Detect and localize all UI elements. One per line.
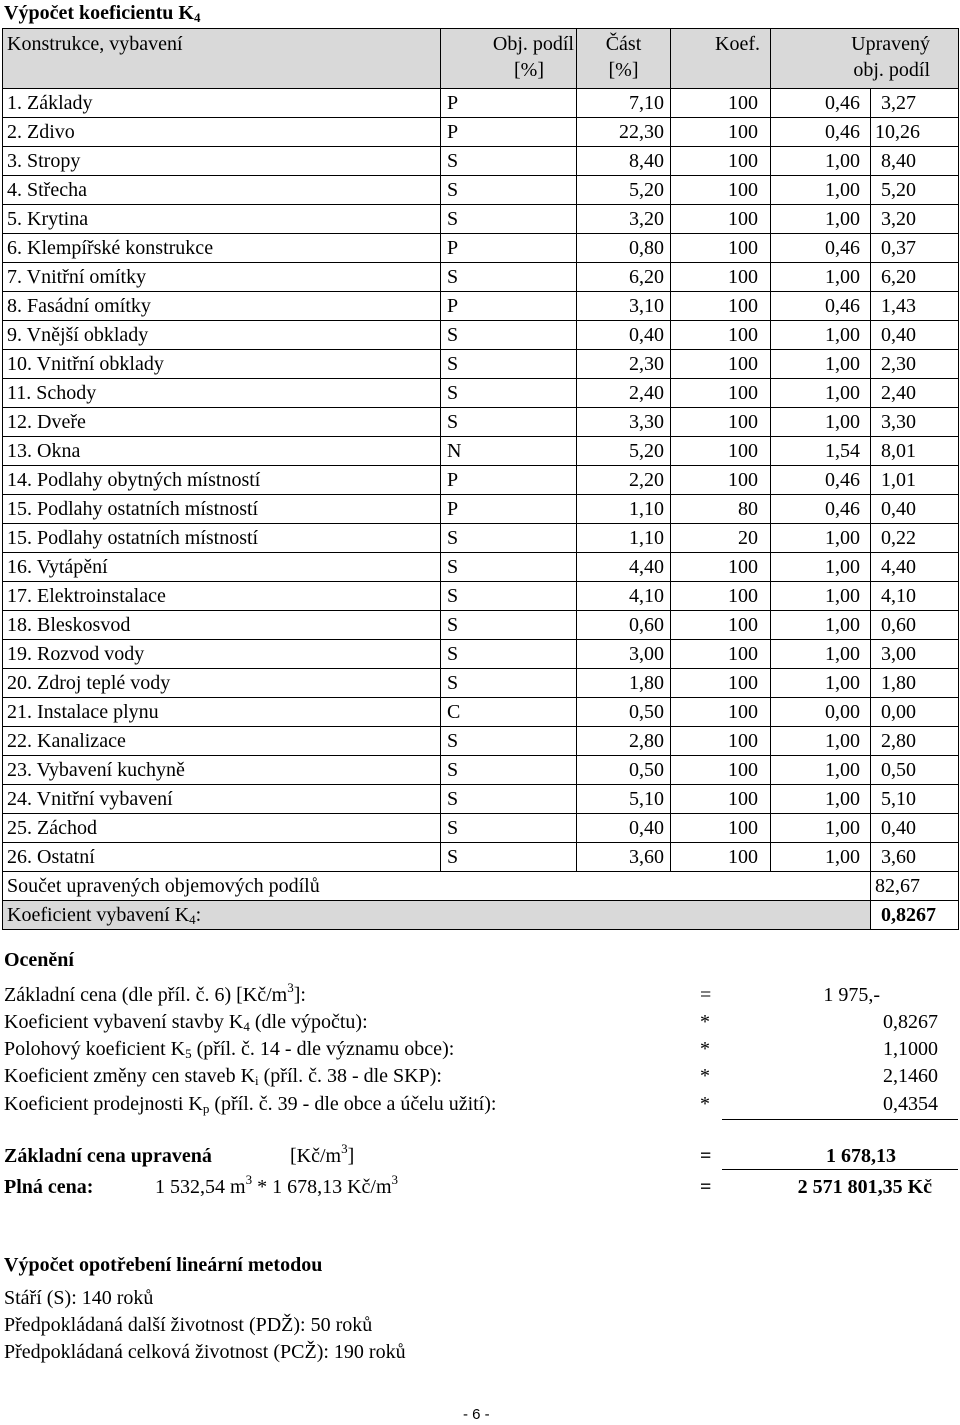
row-name: 16. Vytápění (3, 553, 441, 582)
ki-value: 2,1460 (883, 1065, 938, 1087)
row-adjusted: 4,40 (871, 553, 959, 582)
row-share: 3,20 (577, 205, 671, 234)
row-part: 100 (671, 321, 771, 350)
table-row (3, 814, 959, 843)
header-adjusted: Upravený obj. podíl (771, 29, 959, 89)
row-type: S (441, 379, 577, 408)
row-share: 1,80 (577, 669, 671, 698)
row-part: 100 (671, 408, 771, 437)
row-share: 0,80 (577, 234, 671, 263)
row-coef: 0,46 (771, 466, 871, 495)
row-name: 25. Záchod (3, 814, 441, 843)
row-share: 22,30 (577, 118, 671, 147)
full-price-label: Plná cena: (4, 1176, 94, 1198)
row-adjusted: 0,22 (871, 524, 959, 553)
ki-label: Koeficient změny cen staveb $K_i$ (příl. č. 38 - dle SKP): (4, 1065, 442, 1088)
kp-underline (722, 1119, 958, 1120)
row-name: 22. Kanalizace (3, 727, 441, 756)
row-coef: 1,00 (771, 350, 871, 379)
base-price-label: Základní cena (dle příl. č. 6) $[Kč/m^3]$: (4, 980, 306, 1006)
row-name: 18. Bleskosvod (3, 611, 441, 640)
row-name: 5. Krytina (3, 205, 441, 234)
row-name: 2. Zdivo (3, 118, 441, 147)
table-row (3, 843, 959, 872)
row-part: 100 (671, 350, 771, 379)
row-type: S (441, 147, 577, 176)
table-row (3, 553, 959, 582)
row-coef: 0,00 (771, 698, 871, 727)
row-share: 1,10 (577, 524, 671, 553)
row-name: 17. Elektroinstalace (3, 582, 441, 611)
row-name: 24. Vnitřní vybavení (3, 785, 441, 814)
row-type: S (441, 669, 577, 698)
row-share: 0,50 (577, 698, 671, 727)
row-type: S (441, 611, 577, 640)
row-coef: 1,00 (771, 669, 871, 698)
row-type: P (441, 89, 577, 118)
row-coef: 1,00 (771, 524, 871, 553)
row-type: S (441, 843, 577, 872)
row-part: 100 (671, 176, 771, 205)
row-coef: 0,46 (771, 495, 871, 524)
row-part: 100 (671, 727, 771, 756)
row-type: S (441, 524, 577, 553)
table-row (3, 582, 959, 611)
table-row (3, 495, 959, 524)
row-coef: 1,00 (771, 176, 871, 205)
row-name: 11. Schody (3, 379, 441, 408)
row-adjusted: 4,10 (871, 582, 959, 611)
row-share: 6,20 (577, 263, 671, 292)
row-type: S (441, 756, 577, 785)
table-row (3, 408, 959, 437)
k4-row-value: 0,8267 (871, 901, 959, 930)
row-name: 20. Zdroj teplé vody (3, 669, 441, 698)
k4-op: * (700, 1011, 710, 1033)
row-name: 7. Vnitřní omítky (3, 263, 441, 292)
table-row (3, 292, 959, 321)
row-adjusted: 0,40 (871, 321, 959, 350)
row-adjusted: 3,20 (871, 205, 959, 234)
row-adjusted: 3,27 (871, 89, 959, 118)
row-adjusted: 0,50 (871, 756, 959, 785)
table-row (3, 611, 959, 640)
table-row (3, 466, 959, 495)
table-row (3, 698, 959, 727)
row-part: 100 (671, 814, 771, 843)
row-coef: 1,00 (771, 814, 871, 843)
sum-label: Součet upravených objemových podílů (3, 872, 871, 901)
row-name: 13. Okna (3, 437, 441, 466)
row-adjusted: 3,00 (871, 640, 959, 669)
row-adjusted: 0,40 (871, 495, 959, 524)
ki-op: * (700, 1065, 710, 1087)
row-name: 23. Vybavení kuchyně (3, 756, 441, 785)
row-share: 3,30 (577, 408, 671, 437)
row-adjusted: 0,40 (871, 814, 959, 843)
row-adjusted: 1,80 (871, 669, 959, 698)
valuation-heading: Ocenění (4, 949, 74, 971)
row-type: S (441, 176, 577, 205)
row-type: P (441, 292, 577, 321)
table-row (3, 524, 959, 553)
row-part: 100 (671, 843, 771, 872)
row-type: P (441, 118, 577, 147)
row-type: S (441, 205, 577, 234)
row-coef: 1,00 (771, 785, 871, 814)
row-type: P (441, 495, 577, 524)
row-part: 100 (671, 437, 771, 466)
row-share: 5,20 (577, 437, 671, 466)
adjusted-price-op: = (700, 1145, 712, 1167)
row-name: 9. Vnější obklady (3, 321, 441, 350)
sum-row (3, 872, 959, 901)
row-type: S (441, 408, 577, 437)
table-row (3, 379, 959, 408)
age-text: Stáří (S): 140 roků (4, 1287, 154, 1309)
row-share: 5,20 (577, 176, 671, 205)
row-coef: 1,00 (771, 582, 871, 611)
table-row (3, 89, 959, 118)
row-coef: 1,54 (771, 437, 871, 466)
base-price-value: 1 975,- (823, 984, 880, 1006)
row-name: 26. Ostatní (3, 843, 441, 872)
row-adjusted: 2,40 (871, 379, 959, 408)
row-coef: 1,00 (771, 321, 871, 350)
row-part: 100 (671, 466, 771, 495)
row-share: 2,30 (577, 350, 671, 379)
adjusted-price-value: 1 678,13 (826, 1145, 896, 1167)
row-type: P (441, 234, 577, 263)
row-share: 4,40 (577, 553, 671, 582)
row-part: 100 (671, 698, 771, 727)
row-share: 3,60 (577, 843, 671, 872)
row-share: 0,50 (577, 756, 671, 785)
row-coef: 0,46 (771, 234, 871, 263)
k4-label: Koeficient vybavení stavby $K_4$ (dle výpočtu): (4, 1011, 368, 1034)
coefficient-table (2, 28, 959, 930)
table-row (3, 350, 959, 379)
table-row (3, 640, 959, 669)
row-coef: 1,00 (771, 147, 871, 176)
row-type: S (441, 640, 577, 669)
row-adjusted: 8,01 (871, 437, 959, 466)
row-type: N (441, 437, 577, 466)
k5-value: 1,1000 (883, 1038, 938, 1060)
table-row (3, 727, 959, 756)
row-part: 20 (671, 524, 771, 553)
table-row (3, 756, 959, 785)
table-row (3, 263, 959, 292)
row-type: S (441, 263, 577, 292)
row-adjusted: 0,00 (871, 698, 959, 727)
kp-label: Koeficient prodejnosti $K_p$ (příl. č. 39 - dle obce a účelu užití): (4, 1093, 497, 1116)
page-title: Výpočet koeficientu $K_4$ (4, 2, 201, 25)
table-header-row (3, 29, 959, 89)
k5-op: * (700, 1038, 710, 1060)
row-part: 100 (671, 234, 771, 263)
row-share: 0,40 (577, 321, 671, 350)
table-row (3, 234, 959, 263)
row-coef: 1,00 (771, 727, 871, 756)
full-price-op: = (700, 1176, 712, 1198)
row-adjusted: 0,37 (871, 234, 959, 263)
row-coef: 0,46 (771, 292, 871, 321)
row-coef: 1,00 (771, 408, 871, 437)
kp-value: 0,4354 (883, 1093, 938, 1115)
full-price-formula: 1 532,54 $m^3 * 1$ 678,13 $Kč/m^3$ (155, 1172, 398, 1198)
row-part: 100 (671, 553, 771, 582)
table-row (3, 321, 959, 350)
row-adjusted: 3,30 (871, 408, 959, 437)
row-coef: 1,00 (771, 263, 871, 292)
row-adjusted: 3,60 (871, 843, 959, 872)
table-row (3, 118, 959, 147)
row-part: 100 (671, 582, 771, 611)
row-share: 3,10 (577, 292, 671, 321)
row-share: 2,80 (577, 727, 671, 756)
row-type: C (441, 698, 577, 727)
row-adjusted: 6,20 (871, 263, 959, 292)
row-coef: 1,00 (771, 611, 871, 640)
header-coef: Koef. (671, 29, 771, 89)
row-coef: 1,00 (771, 553, 871, 582)
sum-value: 82,67 (871, 872, 959, 901)
row-share: 0,40 (577, 814, 671, 843)
row-part: 100 (671, 147, 771, 176)
adjusted-price-label: Základní cena upravená (4, 1145, 212, 1167)
row-name: 19. Rozvod vody (3, 640, 441, 669)
row-adjusted: 2,30 (871, 350, 959, 379)
row-part: 100 (671, 89, 771, 118)
total-life-text: Předpokládaná celková životnost (PCŽ): 190 roků (4, 1341, 406, 1363)
table-row (3, 785, 959, 814)
row-adjusted: 2,80 (871, 727, 959, 756)
row-type: S (441, 814, 577, 843)
row-share: 4,10 (577, 582, 671, 611)
row-coef: 0,46 (771, 89, 871, 118)
table-row (3, 669, 959, 698)
row-share: 5,10 (577, 785, 671, 814)
table-row (3, 147, 959, 176)
row-type: S (441, 582, 577, 611)
row-name: 15. Podlahy ostatních místností (3, 524, 441, 553)
row-part: 100 (671, 292, 771, 321)
row-type: S (441, 321, 577, 350)
row-part: 100 (671, 379, 771, 408)
header-share: Obj. podíl [%] (441, 29, 577, 89)
row-adjusted: 5,20 (871, 176, 959, 205)
row-adjusted: 8,40 (871, 147, 959, 176)
row-adjusted: 5,10 (871, 785, 959, 814)
row-name: 3. Stropy (3, 147, 441, 176)
row-name: 8. Fasádní omítky (3, 292, 441, 321)
full-price-value: 2 571 801,35 Kč (797, 1176, 932, 1198)
row-share: 8,40 (577, 147, 671, 176)
depreciation-heading: Výpočet opotřebení lineární metodou (4, 1254, 323, 1276)
adjusted-underline (722, 1169, 958, 1170)
row-name: 1. Základy (3, 89, 441, 118)
row-share: 2,40 (577, 379, 671, 408)
header-part: Část [%] (577, 29, 671, 89)
row-share: 1,10 (577, 495, 671, 524)
table-row (3, 437, 959, 466)
adjusted-price-unit: $[Kč/m^3]$ (290, 1141, 355, 1167)
row-type: P (441, 466, 577, 495)
row-part: 80 (671, 495, 771, 524)
row-coef: 1,00 (771, 640, 871, 669)
row-share: 0,60 (577, 611, 671, 640)
row-adjusted: 10,26 (871, 118, 959, 147)
row-part: 100 (671, 118, 771, 147)
row-type: S (441, 727, 577, 756)
k4-value: 0,8267 (883, 1011, 938, 1033)
table-row (3, 176, 959, 205)
row-share: 3,00 (577, 640, 671, 669)
k5-label: Polohový koeficient $K_5$ (příl. č. 14 - dle významu obce): (4, 1038, 455, 1061)
row-type: S (441, 785, 577, 814)
row-name: 10. Vnitřní obklady (3, 350, 441, 379)
k4-row-label: Koeficient vybavení $K_4$: (3, 901, 871, 930)
row-adjusted: 1,43 (871, 292, 959, 321)
row-share: 2,20 (577, 466, 671, 495)
k4-row (3, 901, 959, 930)
row-part: 100 (671, 756, 771, 785)
row-part: 100 (671, 205, 771, 234)
row-type: S (441, 553, 577, 582)
kp-op: * (700, 1093, 710, 1115)
row-name: 6. Klempířské konstrukce (3, 234, 441, 263)
row-name: 21. Instalace plynu (3, 698, 441, 727)
header-name: Konstrukce, vybavení (3, 29, 441, 89)
row-adjusted: 0,60 (871, 611, 959, 640)
row-adjusted: 1,01 (871, 466, 959, 495)
base-price-op: = (700, 984, 712, 1006)
row-coef: 1,00 (771, 379, 871, 408)
row-coef: 1,00 (771, 843, 871, 872)
row-name: 4. Střecha (3, 176, 441, 205)
page-number: - 6 - (463, 1406, 490, 1423)
row-name: 15. Podlahy ostatních místností (3, 495, 441, 524)
row-part: 100 (671, 263, 771, 292)
row-name: 12. Dveře (3, 408, 441, 437)
row-part: 100 (671, 669, 771, 698)
row-coef: 1,00 (771, 756, 871, 785)
row-part: 100 (671, 640, 771, 669)
row-type: S (441, 350, 577, 379)
row-part: 100 (671, 611, 771, 640)
row-share: 7,10 (577, 89, 671, 118)
row-coef: 1,00 (771, 205, 871, 234)
row-name: 14. Podlahy obytných místností (3, 466, 441, 495)
remaining-life-text: Předpokládaná další životnost (PDŽ): 50 roků (4, 1314, 373, 1336)
table-row (3, 205, 959, 234)
row-part: 100 (671, 785, 771, 814)
row-coef: 0,46 (771, 118, 871, 147)
